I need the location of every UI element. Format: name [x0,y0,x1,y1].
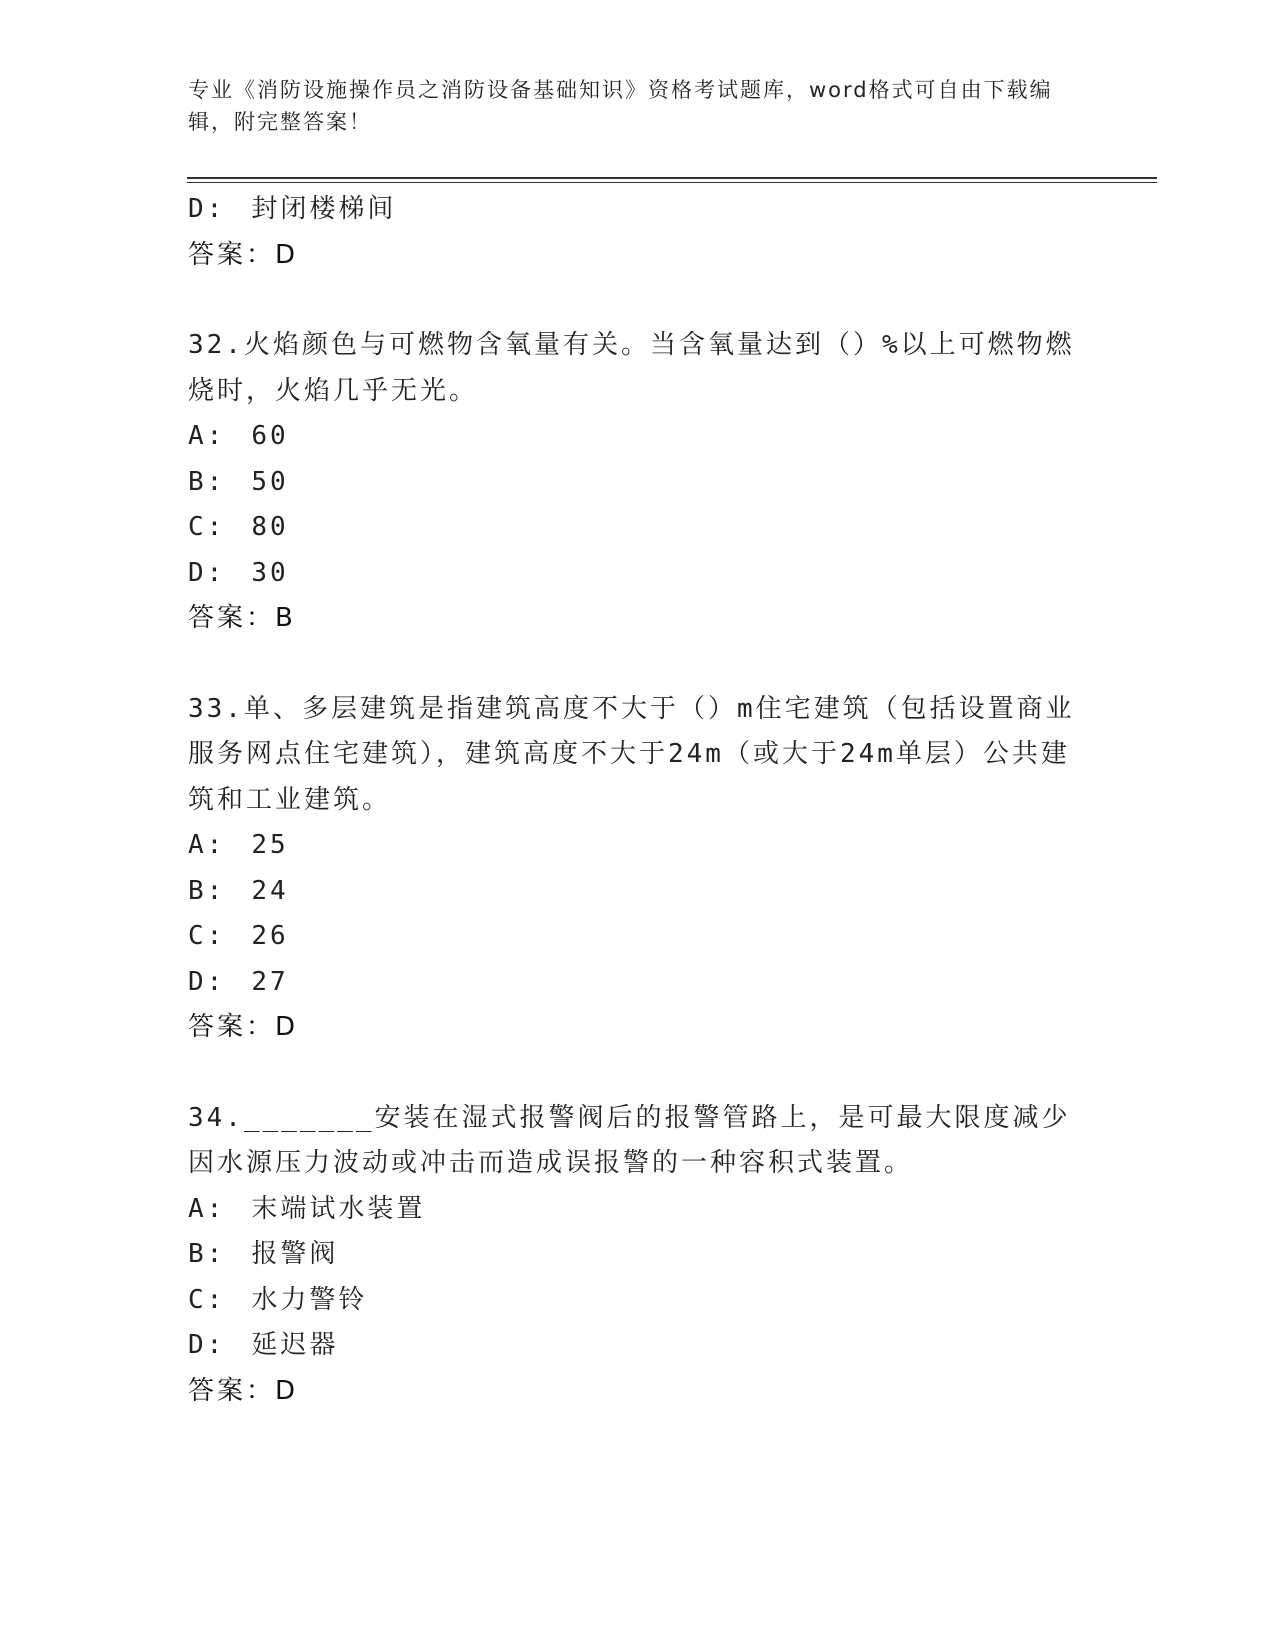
option-letter: C: [188,921,226,951]
option-b [188,1232,1088,1278]
answer-line: 答案：D [188,1375,299,1406]
option-c [188,1278,1088,1324]
answer-line: 答案：D [188,1012,299,1042]
option-a [188,823,1088,869]
option-letter: D: [188,557,226,588]
header-rule-thin [187,182,1157,183]
question-list [188,187,1088,1414]
option-text: 水力警铃 [251,1284,368,1315]
option-letter: D: [188,1330,226,1360]
option-a [188,1187,1088,1233]
question-stem-32: 32.火焰颜色与可燃物含氧量有关。当含氧量达到（）%以上可燃物燃烧时，火焰几乎无光。 [188,330,1075,406]
option-text: 80 [251,512,289,542]
option-letter: B: [188,875,226,906]
option-d [188,960,1088,1006]
option-text: 26 [251,921,289,951]
option-b [188,460,1088,506]
option-text: 25 [251,830,289,860]
option-text: 封闭楼梯间 [251,194,397,224]
option-c [188,914,1088,960]
answer-line: 答案：D [188,239,299,270]
option-text: 延迟器 [251,1330,339,1360]
option-letter: A: [188,830,226,860]
option-text: 27 [251,966,289,997]
question-stem-34: 34._______安装在湿式报警阀后的报警管路上，是可最大限度减少因水源压力波动或冲击而造成误报警的一种容积式装置。 [188,1102,1071,1178]
option-d [188,1323,1088,1369]
option-a [188,414,1088,460]
answer-line: 答案：B [188,603,296,633]
document-header: 专业《消防设施操作员之消防设备基础知识》资格考试题库，word格式可自由下载编辑，附完整答案！ [188,78,1053,134]
option-c [188,505,1088,551]
option-letter: D: [188,966,226,997]
option-text: 30 [251,557,289,588]
option-letter: A: [188,421,226,451]
option-text: 50 [251,466,289,497]
option-b [188,869,1088,915]
option-letter: C: [188,512,226,542]
option-letter: A: [188,1193,226,1224]
option-letter: B: [188,466,226,497]
option-text: 末端试水装置 [251,1193,426,1224]
option-letter: D: [188,194,226,224]
option-text: 报警阀 [251,1239,339,1269]
option-d [188,187,1088,233]
option-text: 60 [251,421,289,451]
header-rule-thick [187,177,1157,179]
option-text: 24 [251,875,289,906]
option-letter: C: [188,1284,226,1315]
option-letter: B: [188,1239,226,1269]
question-stem-33: 33.单、多层建筑是指建筑高度不大于（）m住宅建筑（包括设置商业服务网点住宅建筑），建筑高度不大于24m（或大于24m单层）公共建筑和工业建筑。 [188,693,1075,815]
option-d [188,551,1088,597]
